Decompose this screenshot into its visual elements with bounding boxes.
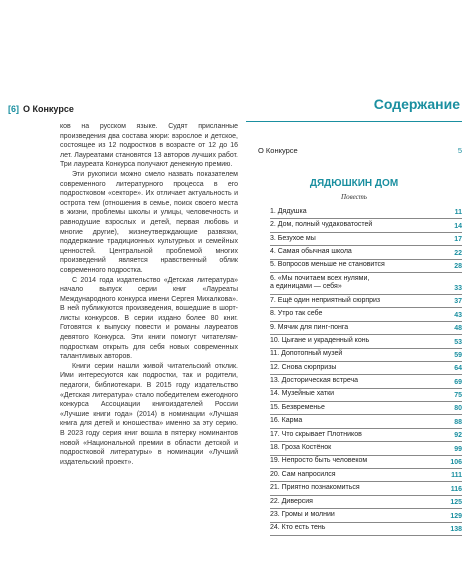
toc-entry[interactable] (270, 233, 462, 246)
toc-entry[interactable] (270, 322, 462, 335)
toc-entry[interactable] (270, 335, 462, 348)
toc-entry-label: 6. «Мы почитаем всех нулями, а единицами — себя» (270, 274, 370, 291)
toc-entry-page: 88 (454, 418, 462, 426)
toc-entry-page: 28 (454, 262, 462, 270)
toc-entry[interactable] (270, 469, 462, 482)
toc-entry[interactable] (270, 349, 462, 362)
toc-entry-label: 16. Карма (270, 417, 303, 425)
toc-entry-label: 9. Мячик для пинг-понга (270, 323, 349, 331)
toc-entry[interactable] (270, 509, 462, 522)
toc-entry[interactable] (270, 308, 462, 321)
toc-entry-label: 24. Кто есть тень (270, 524, 326, 532)
toc-entry-page: 33 (454, 284, 462, 292)
toc-entry[interactable] (270, 206, 462, 219)
toc-entry[interactable] (270, 389, 462, 402)
toc-entry-label: 17. Что скрывает Плотников (270, 430, 362, 438)
section-subtitle: Повесть (341, 193, 367, 201)
toc-entry-label: 10. Цыгане и украденный конь (270, 336, 370, 344)
page-number: [6] (8, 104, 19, 114)
toc-entry-label: 4. Самая обычная школа (270, 247, 352, 255)
toc-entry-label: 15. Безвременье (270, 403, 325, 411)
toc-entry-page: 92 (454, 432, 462, 440)
toc-about-entry[interactable] (258, 146, 462, 155)
running-header-title: О Конкурсе (23, 104, 74, 114)
paragraph: Книги серии нашли живой читательский отклик. Ими интересуются как подростки, так и родители, педагоги, библиотекари. В 2015 году издательство «Детская литература» стало победителем ежегодного конкурса Ассоциации книгоиздателей России «Лучшие книги года» (2014) в номинации «Лучшая книга для детей и юношества» именно за эту серию. В 2023 году серия книг вошла в пятерку номинантов новой «Национальной премии в области детской и подростковой литературы» в номинации «Лучший издательский проект». (60, 362, 238, 466)
toc-about-page: 5 (457, 146, 462, 155)
toc-entry-page: 43 (454, 311, 462, 319)
toc-entry-label: 1. Дядушка (270, 207, 307, 215)
toc-about-label: О Конкурсе (258, 146, 298, 155)
toc-entry[interactable] (270, 415, 462, 428)
toc-entry-page: 129 (450, 512, 462, 520)
section-title: ДЯДЮШКИН ДОМ (309, 178, 399, 189)
toc-entry-page: 37 (454, 298, 462, 306)
toc-list (270, 206, 462, 536)
toc-entry-label: 22. Диверсия (270, 497, 313, 505)
toc-entry[interactable] (270, 482, 462, 495)
toc-entry-page: 106 (450, 459, 462, 467)
toc-entry-page: 53 (454, 338, 462, 346)
toc-entry[interactable] (270, 523, 462, 536)
toc-entry-label: 19. Непросто быть человеком (270, 457, 368, 465)
toc-entry-page: 138 (450, 525, 462, 533)
toc-entry-page: 116 (450, 485, 462, 493)
toc-entry[interactable] (270, 273, 462, 295)
toc-entry[interactable] (270, 260, 462, 273)
paragraph: Эти рукописи можно смело назвать показателем современного литературного процесса в его подростковом «секторе». Их отличает актуальность и острота тем (отношения в семье, поиск своего места в жизни, проблемы школы и улицы, человечность и равнодушие взрослых и детей, первая любовь и многие другие), жизнеутверждающие развязки, поддержание традиционных культурных и семейных ценностей. Центральной проблемой многих произведений является нравственный облик современного подростка. (60, 170, 238, 274)
toc-entry[interactable] (270, 295, 462, 308)
toc-divider (246, 121, 462, 122)
toc-entry-page: 48 (454, 325, 462, 333)
toc-entry-page: 69 (454, 378, 462, 386)
toc-title: Содержание (373, 96, 460, 112)
toc-entry-page: 14 (454, 222, 462, 230)
toc-entry-label: 12. Снова сюрпризы (270, 363, 337, 371)
toc-entry-label: 21. Приятно познакомиться (270, 484, 360, 492)
toc-entry-label: 23. Громы и молнии (270, 511, 335, 518)
toc-entry-page: 17 (454, 236, 462, 244)
toc-entry-label: 14. Музейные хатки (270, 390, 335, 398)
toc-entry-page: 59 (454, 351, 462, 359)
running-header (8, 104, 74, 114)
toc-entry-label: 8. Утро так себе (270, 310, 323, 318)
toc-entry-label: 11. Допотопный музей (270, 350, 343, 358)
toc-entry-label: 2. Дом, полный чудаковатостей (270, 221, 373, 229)
toc-entry[interactable] (270, 456, 462, 469)
toc-entry-page: 111 (451, 472, 462, 480)
toc-entry-page: 22 (454, 249, 462, 257)
toc-entry-page: 64 (454, 365, 462, 373)
toc-entry-label: 18. Гроза Костёнок (270, 444, 332, 452)
about-contest-text (60, 122, 238, 467)
toc-entry[interactable] (270, 429, 462, 442)
toc-entry-label: 7. Ещё один неприятный сюрприз (270, 296, 381, 304)
toc-entry-page: 11 (454, 209, 462, 217)
paragraph: С 2014 года издательство «Детская литература» начало выпуск серии книг «Лауреаты Международного конкурса имени Сергея Михалкова». В ней публикуются произведения, вошедшие в шорт-листы конкурсов. В серии издано более 80 книг. Готовятся к выпуску повести и романы лауреатов девятого Конкурса. Эти книги помогут читателям-подросткам открыть для себя новых современных талантливых авторов. (60, 276, 238, 361)
toc-entry-label: 20. Сам напросился (270, 470, 336, 478)
toc-entry-page: 75 (454, 392, 462, 400)
toc-entry[interactable] (270, 402, 462, 415)
toc-entry-label: 5. Вопросов меньше не становится (270, 261, 385, 269)
toc-entry[interactable] (270, 375, 462, 388)
toc-entry-page: 125 (450, 499, 462, 507)
toc-entry-label: 13. Досторическая встреча (270, 377, 359, 385)
toc-entry[interactable] (270, 219, 462, 232)
toc-entry-page: 99 (454, 445, 462, 453)
toc-entry-page: 80 (454, 405, 462, 413)
toc-entry[interactable] (270, 246, 462, 259)
toc-entry[interactable] (270, 362, 462, 375)
paragraph: ков на русском языке. Судят присланные произведения два состава жюри: взрослое и детское, состоящее из 12 подростков в возрасте от 12 до 16 лет. Лауреатами становятся 13 авторов лучших работ. Три лауреата Конкурса получают денежную премию. (60, 123, 238, 169)
toc-entry-label: 3. Безухое мы (270, 234, 316, 242)
toc-entry[interactable] (270, 496, 462, 509)
toc-entry[interactable] (270, 442, 462, 455)
